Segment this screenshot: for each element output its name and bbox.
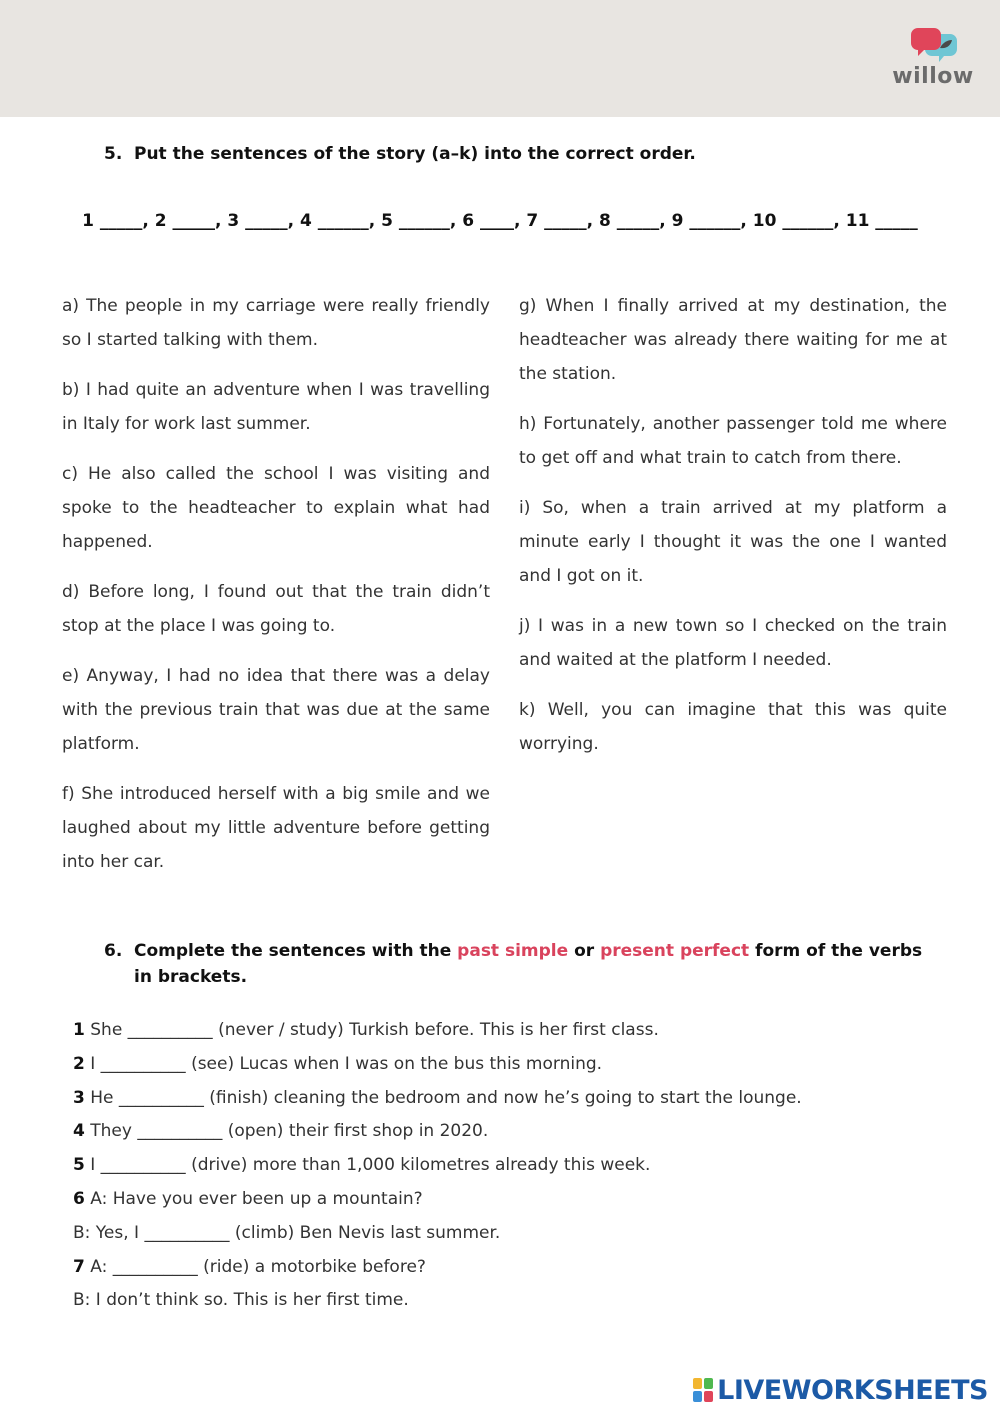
story-sentence-i: i) So, when a train arrived at my platform a minute early I thought it was the one I wanted and I got on it. <box>519 498 947 586</box>
liveworksheets-footer <box>692 1372 988 1408</box>
sentence-text: She __________ (never / study) Turkish before. This is her first class. <box>84 1020 659 1040</box>
exercise-6-sentences <box>73 1014 953 1318</box>
sentence-number: 5 <box>73 1155 85 1176</box>
question-text-part: or <box>568 941 601 961</box>
question-text-part: Complete the sentences with the <box>134 941 458 961</box>
sentence-number: 6 <box>73 1188 85 1209</box>
accent-present-perfect: present perfect <box>600 941 750 961</box>
liveworksheets-logo-icon <box>692 1377 714 1403</box>
logo-text: willow <box>892 64 974 89</box>
question-6-title <box>104 938 934 990</box>
question-number: 5. <box>104 144 123 164</box>
sentence-text: I __________ (drive) more than 1,000 kilometres already this week. <box>84 1155 651 1176</box>
order-answer-line[interactable]: 1 _____, 2 _____, 3 _____, 4 ______, 5 ______, 6 ____, 7 _____, 8 _____, 9 ______, 10 ______, 11 _____ <box>82 211 918 231</box>
sentence-text: A: __________ (ride) a motorbike before? <box>84 1256 426 1277</box>
sentence-text: A: Have you ever been up a mountain? <box>84 1188 423 1209</box>
story-sentence-h: h) Fortunately, another passenger told me where to get off and what train to catch from there. <box>519 414 947 468</box>
question-text-part: form of the verbs in brackets. <box>134 941 923 987</box>
exercise-sentence[interactable] <box>73 1115 953 1149</box>
willow-logo <box>890 26 976 96</box>
story-sentence-a: a) The people in my carriage were really friendly so I started talking with them. <box>62 296 490 350</box>
exercise-sentence[interactable] <box>73 1048 953 1082</box>
exercise-sentence[interactable] <box>73 1149 953 1183</box>
exercise-sentence <box>73 1284 953 1318</box>
story-sentence-f: f) She introduced herself with a big smile and we laughed about my little adventure before getting into her car. <box>62 784 490 872</box>
story-sentence-c: c) He also called the school I was visiting and spoke to the headteacher to explain what had happened. <box>62 464 490 552</box>
exercise-sentence[interactable] <box>73 1014 953 1048</box>
sentence-text: They __________ (open) their first shop in 2020. <box>84 1121 489 1142</box>
exercise-sentence[interactable] <box>73 1217 953 1251</box>
sentence-text: B: I don’t think so. This is her first time. <box>73 1290 409 1311</box>
story-sentence-g: g) When I finally arrived at my destination, the headteacher was already there waiting for me at the station. <box>519 296 947 384</box>
story-sentence-e: e) Anyway, I had no idea that there was a delay with the previous train that was due at the same platform. <box>62 666 490 754</box>
speech-bubbles-icon <box>910 28 958 66</box>
exercise-sentence <box>73 1183 953 1217</box>
exercise-sentence[interactable] <box>73 1251 953 1285</box>
story-column-left <box>62 289 490 895</box>
story-sentence-d: d) Before long, I found out that the train didn’t stop at the place I was going to. <box>62 582 490 636</box>
sentence-number: 4 <box>73 1121 85 1142</box>
story-sentence-j: j) I was in a new town so I checked on the train and waited at the platform I needed. <box>519 616 947 670</box>
story-column-right <box>519 289 947 777</box>
story-sentence-b: b) I had quite an adventure when I was travelling in Italy for work last summer. <box>62 380 490 434</box>
header-band <box>0 0 1000 117</box>
liveworksheets-brand: LIVEWORKSHEETS <box>717 1374 988 1406</box>
sentence-text: B: Yes, I __________ (climb) Ben Nevis last summer. <box>73 1222 501 1243</box>
sentence-number: 2 <box>73 1053 85 1074</box>
question-5-title <box>104 144 696 164</box>
sentence-number: 3 <box>73 1087 85 1108</box>
sentence-number: 1 <box>73 1020 85 1040</box>
question-text: Put the sentences of the story (a–k) into the correct order. <box>134 144 696 164</box>
accent-past-simple: past simple <box>457 941 569 961</box>
story-sentence-k: k) Well, you can imagine that this was quite worrying. <box>519 700 947 754</box>
exercise-sentence[interactable] <box>73 1082 953 1116</box>
sentence-text: He __________ (finish) cleaning the bedroom and now he’s going to start the lounge. <box>84 1087 802 1108</box>
question-number: 6. <box>104 941 123 961</box>
sentence-number: 7 <box>73 1256 85 1277</box>
sentence-text: I __________ (see) Lucas when I was on the bus this morning. <box>84 1053 603 1074</box>
